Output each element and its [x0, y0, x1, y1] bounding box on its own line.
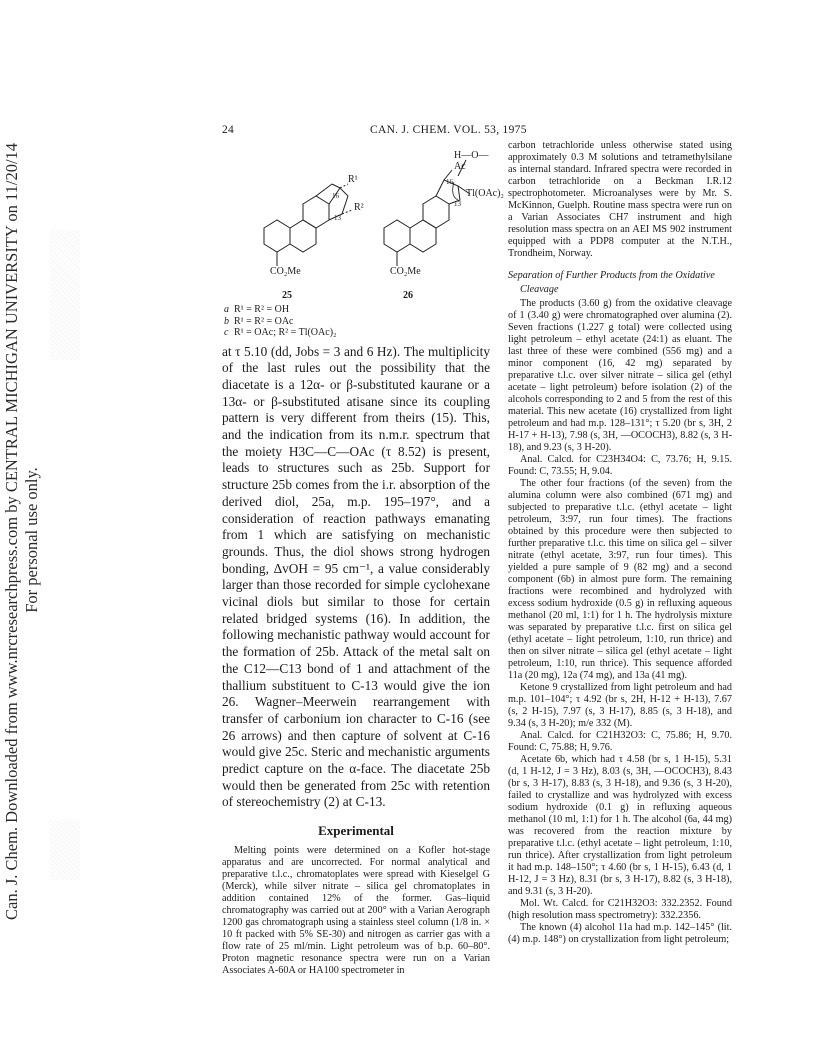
- c16-label-25: 16: [332, 192, 339, 200]
- fractions-paragraph: The other four fractions (of the seven) from the alumina column were also combined (671 mg) and subjected to preparative t.l.c. (ethyl acetate – light petroleum, 3:97, run four times). The fractions obtained by this procedure were then subjected to further preparative t.l.c. this time on silica gel – silver nitrate (ethyl acetate, 3:97, run four times). This yielded a pure sample of 9 (82 mg) and a second component (6b) in almost pure form. The remaining fractions were recombined and hydrolyzed with excess sodium hydroxide (0.5 g) in refluxing aqueous methanol (20 ml, 1:1) for 1 h. The hydrolysis mixture was separated by preparative t.l.c. first on silica gel (ethyl acetate – light petroleum, 1:10, run thrice) and then on silver nitrate – silica gel (ethyl acetate – light petroleum, 1:10, run thrice). This sequence afforded 11a (20 mg), 12a (74 mg), and 13a (41 mg).: [508, 478, 732, 681]
- page-header: [222, 124, 721, 140]
- ester-label-25: CO₂Me: [270, 266, 301, 277]
- left-column: [222, 140, 504, 977]
- page-number: 24: [222, 124, 235, 136]
- ring-b-26: [410, 220, 436, 252]
- section-subheading: Separation of Further Products from the Oxidative: [508, 270, 715, 281]
- substituent-legend: [222, 304, 490, 339]
- structure-figure: [222, 140, 504, 304]
- separation-paragraph: The products (3.60 g) from the oxidative cleavage of 1 (3.40 g) were chromatographed over alumina (2). Seven fractions (1.227 g total) were collected using light petroleum – ethyl acetate (24:1) as eluant. The last three of these were combined (556 mg) and a minor component (16, 42 mg) separated by preparative t.l.c. over silver nitrate – silica gel (ethyl acetate – light petroleum) before isolation (2) of the alcohols corresponding to 2 and 5 from the rest of this material. This new acetate (16) crystallized from light petroleum and had m.p. 128–131°; τ 5.20 (br s, 3H, 2 H-17 + H-13), 7.98 (s, 3H, —OCOCH3), 8.82 (s, 3 H-18), and 9.23 (s, 3 H-20).: [508, 298, 732, 453]
- analysis-16: Anal. Calcd. for C23H34O4: C, 73.76; H, 9.15. Found: C, 73.55; H, 9.04.: [508, 454, 732, 477]
- ester-label-26: CO₂Me: [390, 266, 421, 277]
- ring-b-25: [290, 220, 316, 252]
- right-column: [508, 140, 732, 946]
- r1-label: R¹: [348, 174, 358, 185]
- ring-c-26: [423, 196, 449, 228]
- ring-a-25: [264, 220, 290, 252]
- discussion-paragraph: at τ 5.10 (dd, Jobs = 3 and 6 Hz). The multiplicity of the last rules out the possibility that the diacetate is a 12α- or β-substituted kaurane or a 13α- or β-substituted atisane since its coupling pattern is very different from theirs (15). This, and the indication from its n.m.r. spectrum that the moiety H3C—C—OAc (τ 8.52) is present, leads to structures such as 25b. Support for structure 25b comes from the i.r. absorption of the derived diol, 25a, m.p. 195–197°, and a consideration of reaction pathways emanating from 1 which are satisfying on mechanistic grounds. Thus, the diol shows strong hydrogen bonding, ΔvOH = 95 cm⁻¹, a value considerably larger than those recorded for simple cyclohexane vicinal diols but similar to those for certain related bridged systems (16). In addition, the following mechanistic pathway would account for the formation of 25b. Attack of the metal salt on the C12—C13 bond of 1 and attachment of the thallium substituent to C-13 would give the ion 26. Wagner–Meerwein rearrangement with transfer of carbonium ion character to C-16 (see 26 arrows) and then capture of solvent at C-16 would give 25c. Steric and mechanistic arguments predict capture on the α-face. The diacetate 25b would then be generated from 25c with retention of stereochemistry (2) at C-13.: [222, 343, 490, 810]
- ring-a-26: [384, 220, 410, 252]
- legend-row-c: c R¹ = OAc; R² = Tl(OAc)₂: [224, 327, 337, 338]
- legend-row-a: a R¹ = R² = OH: [224, 304, 290, 315]
- tl-label-26: Tl(OAc)₂: [466, 188, 504, 199]
- section-subheading-cont: Cleavage: [520, 284, 559, 295]
- ketone-9-paragraph: Ketone 9 crystallized from light petroleum and had m.p. 101–104°; τ 4.92 (br s, 2H, H-12 + H-13), 7.67 (s, 2 H-15), 7.97 (s, 3 H-17), 8.85 (s, 3 H-18), and 9.34 (s, 3 H-20); m/e 332 (M).: [508, 682, 732, 729]
- watermark-line-1: Can. J. Chem. Downloaded from www.nrcresearchpress.com by CENTRAL MICHIGAN UNIVERSITY on 11/20/14: [2, 142, 21, 920]
- compound-number-26: 26: [403, 290, 413, 301]
- experimental-heading: Experimental: [318, 823, 394, 839]
- r2-label: R²: [354, 202, 364, 213]
- ring-c-25: [303, 196, 329, 228]
- alcohol-11a-paragraph: The known (4) alcohol 11a had m.p. 142–145° (lit. (4) m.p. 148°) on crystallization from light petroleum;: [508, 922, 732, 945]
- oac-label-26: H—O—Ac: [454, 150, 489, 172]
- compound-number-25: 25: [282, 290, 292, 301]
- c16-label-26: 16: [446, 178, 453, 186]
- scan-speckle-left-lower: [50, 820, 80, 880]
- acetate-6b-paragraph: Acetate 6b, which had τ 4.58 (br s, 1 H-15), 5.31 (d, 1 H-12, J = 3 Hz), 8.03 (s, 3H, —OCOCH3), 8.43 (br s, 3 H-17), 8.83 (s, 3 H-18), and 9.36 (s, 3 H-20), failed to crystallize and was hydrolyzed with excess sodium hydroxide (0.1 g) in refluxing aqueous methanol (10 ml, 1:1) for 1 h. The alcohol (6a, 44 mg) was recovered from the reaction mixture by preparative t.l.c. (ethyl acetate – light petroleum, 1:10, run thrice). After crystallization from light petroleum it had m.p. 148–150°; τ 4.60 (br s, 1 H-15), 6.43 (d, 1 H-12, J = 3 Hz), 8.31 (br s, 3 H-17), 8.82 (s, 3 H-18), and 9.31 (s, 3 H-20).: [508, 754, 732, 897]
- legend-row-b: b R¹ = R² = OAc: [224, 315, 294, 327]
- c13-label-26: 13: [454, 200, 461, 208]
- structures-drawing: [222, 140, 490, 304]
- c13-label-25: 13: [334, 214, 341, 222]
- experimental-paragraph: Melting points were determined on a Kofler hot-stage apparatus and are uncorrected. For normal analytical and preparative t.l.c., chromatoplates were spread with Kieselgel G (Merck), while silver nitrate – silica gel chromatoplates in addition contained 12% of the former. Gas–liquid chromatography was carried out at 200° with a Varian Aerograph 1200 gas chromatograph using a stainless steel column (1/8 in. × 10 ft packed with 5% SE-30) and nitrogen as carrier gas with a flow rate of 25 ml/min. Light petroleum was of b.p. 60–80°. Proton magnetic resonance spectra were run on a Varian Associates A-60A or HA100 spectrometer in: [222, 845, 490, 977]
- scan-speckle-left: [50, 230, 80, 360]
- watermark-line-2: For personal use only.: [22, 467, 41, 613]
- instrumentation-paragraph: carbon tetrachloride unless otherwise stated using approximately 0.3 M solutions and tetramethylsilane as internal standard. Infrared spectra were recorded in carbon tetrachloride on a Beckman I.R.12 spectrophotometer. Microanalyses were by Mr. S. McKinnon, Guelph. Routine mass spectra were run on a Varian Associates CH7 instrument and high resolution mass spectra on an AEI MS 902 instrument equipped with a PDP8 computer at the N.T.H., Trondheim, Norway.: [508, 140, 732, 259]
- analysis-9: Anal. Calcd. for C21H32O3: C, 75.86; H, 9.70. Found: C, 75.88; H, 9.76.: [508, 730, 732, 753]
- download-watermark: [2, 142, 48, 920]
- running-head: CAN. J. CHEM. VOL. 53, 1975: [370, 124, 527, 136]
- mol-wt-paragraph: Mol. Wt. Calcd. for C21H32O3: 332.2352. Found (high resolution mass spectrometry): 332.2356.: [508, 898, 732, 921]
